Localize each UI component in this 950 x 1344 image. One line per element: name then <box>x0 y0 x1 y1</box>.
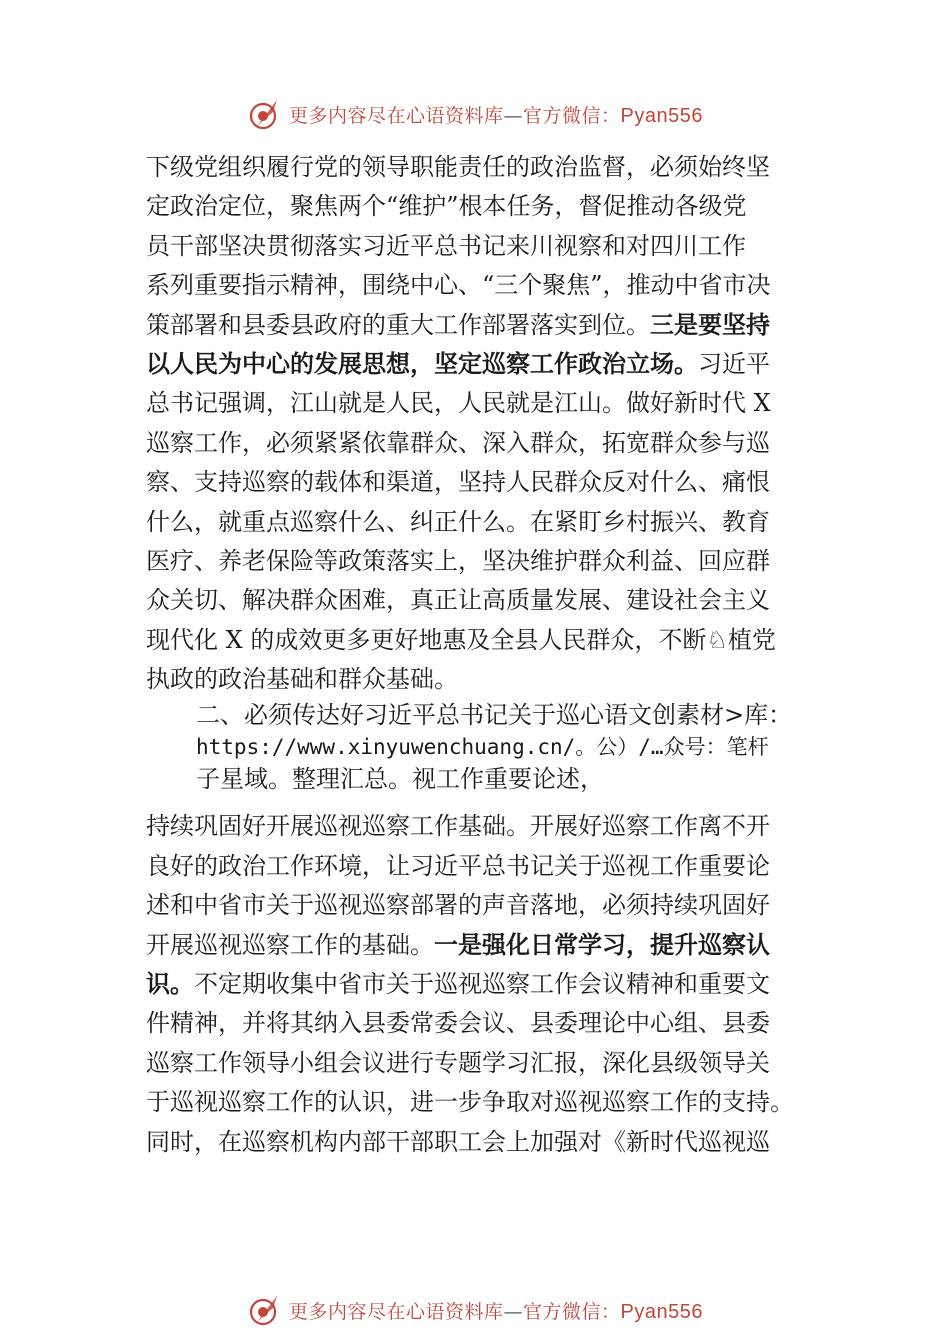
bold-run: 识。 <box>146 970 194 999</box>
heading-line-1: 二、必须传达好习近平总书记关于巡心语文创素材>库： <box>196 701 793 730</box>
text-run: 现代化 X 的成效更多更好地惠及全县人民群众，不断♘植党 <box>146 625 776 654</box>
text-run: 系列重要指示精神，围绕中心、“三个聚焦”，推动中省市决 <box>146 271 771 300</box>
text-line <box>146 1123 812 1162</box>
text-run: 什么，就重点巡察什么、纠正什么。在紧盯乡村振兴、教育 <box>146 507 770 536</box>
text-run: 不定期收集中省市关于巡视巡察工作会议精神和重要文 <box>194 970 770 999</box>
text-line <box>146 463 812 502</box>
text-line <box>146 542 812 581</box>
banner-text <box>289 1297 703 1324</box>
text-run: 执政的政治基础和群众基础。 <box>146 665 458 694</box>
text-run: 述和中省市关于巡视巡察部署的声音落地，必须持续巩固好 <box>146 891 770 920</box>
text-line <box>146 886 812 925</box>
paragraph-1 <box>146 148 812 699</box>
text-line <box>146 1004 812 1043</box>
paragraph-2 <box>146 807 812 1162</box>
text-line <box>146 306 812 345</box>
banner-wechat-label: 官方微信： <box>523 104 621 127</box>
banner-dash: — <box>503 1300 524 1323</box>
bold-run: 三是要坚持 <box>650 310 770 339</box>
text-line <box>146 345 812 384</box>
text-line <box>146 266 812 305</box>
text-line <box>146 807 812 846</box>
text-run: 巡察工作领导小组会议进行专题学习汇报，深化县级领导关 <box>146 1048 770 1077</box>
text-line <box>146 503 812 542</box>
text-run: 良好的政治工作环境，让习近平总书记关于巡视工作重要论 <box>146 851 770 880</box>
text-line <box>146 424 812 463</box>
text-run: 医疗、养老保险等政策落实上，坚决维护群众利益、回应群 <box>146 546 770 575</box>
text-line <box>146 227 812 266</box>
heading-line-2: https://www.xinyuwenchuang.cn/。公）/…众号：笔杆 <box>196 735 769 760</box>
text-run: 于巡视巡察工作的认识，进一步争取对巡视巡察工作的支持。 <box>146 1088 794 1117</box>
text-run: 定政治定位，聚焦两个“维护”根本任务，督促推动各级党 <box>146 192 747 221</box>
text-line <box>146 1083 812 1122</box>
text-run: 策部署和县委县政府的重大工作部署落实到位。 <box>146 310 650 339</box>
text-line <box>146 187 812 226</box>
text-run: 开展巡视巡察工作的基础。 <box>146 930 434 959</box>
text-line <box>146 847 812 886</box>
text-line <box>146 621 812 660</box>
heading-line-3: 子星域。整理汇总。视工作重要论述， <box>196 765 604 794</box>
text-line <box>146 384 812 423</box>
text-run: 下级党组织履行党的领导职能责任的政治监督，必须始终坚 <box>146 153 770 181</box>
bold-run: 一是强化日常学习，提升巡察认 <box>434 930 770 959</box>
footer-banner <box>0 1290 950 1330</box>
banner-wechat-label: 官方微信： <box>523 1300 621 1323</box>
banner-text <box>289 101 703 128</box>
banner-wechat-id: Pyan556 <box>620 104 703 127</box>
text-run: 件精神，并将其纳入县委常委会议、县委理论中心组、县委 <box>146 1009 770 1038</box>
banner-dash: — <box>503 104 524 127</box>
quill-logo-icon <box>247 96 283 132</box>
text-run: 巡察工作，必须紧紧依靠群众、深入群众，拓宽群众参与巡 <box>146 428 770 457</box>
text-run: 习近平 <box>698 349 770 378</box>
banner-brand: 更多内容尽在心语资料库 <box>289 1300 504 1323</box>
text-line <box>146 926 812 965</box>
text-line <box>146 1044 812 1083</box>
text-run: 察、支持巡察的载体和渠道，坚持人民群众反对什么、痛恨 <box>146 468 770 497</box>
text-line <box>146 660 812 699</box>
header-banner <box>0 94 950 134</box>
text-run: 员干部坚决贯彻落实习近平总书记来川视察和对四川工作 <box>146 231 746 260</box>
quill-logo-icon <box>247 1292 283 1328</box>
text-run: 同时，在巡察机构内部干部职工会上加强对《新时代巡视巡 <box>146 1127 770 1156</box>
bold-run: 以人民为中心的发展思想，坚定巡察工作政治立场。 <box>146 349 698 378</box>
text-line <box>146 965 812 1004</box>
text-run: 持续巩固好开展巡视巡察工作基础。开展好巡察工作离不开 <box>146 812 770 841</box>
banner-wechat-id: Pyan556 <box>620 1300 703 1323</box>
document-body <box>146 148 812 1162</box>
text-line <box>146 148 812 187</box>
text-run: 众关切、解决群众困难，真正让高质量发展、建设社会主义 <box>146 586 770 615</box>
text-line <box>146 581 812 620</box>
banner-brand: 更多内容尽在心语资料库 <box>289 104 504 127</box>
text-run: 总书记强调，江山就是人民，人民就是江山。做好新时代 X <box>146 389 771 418</box>
